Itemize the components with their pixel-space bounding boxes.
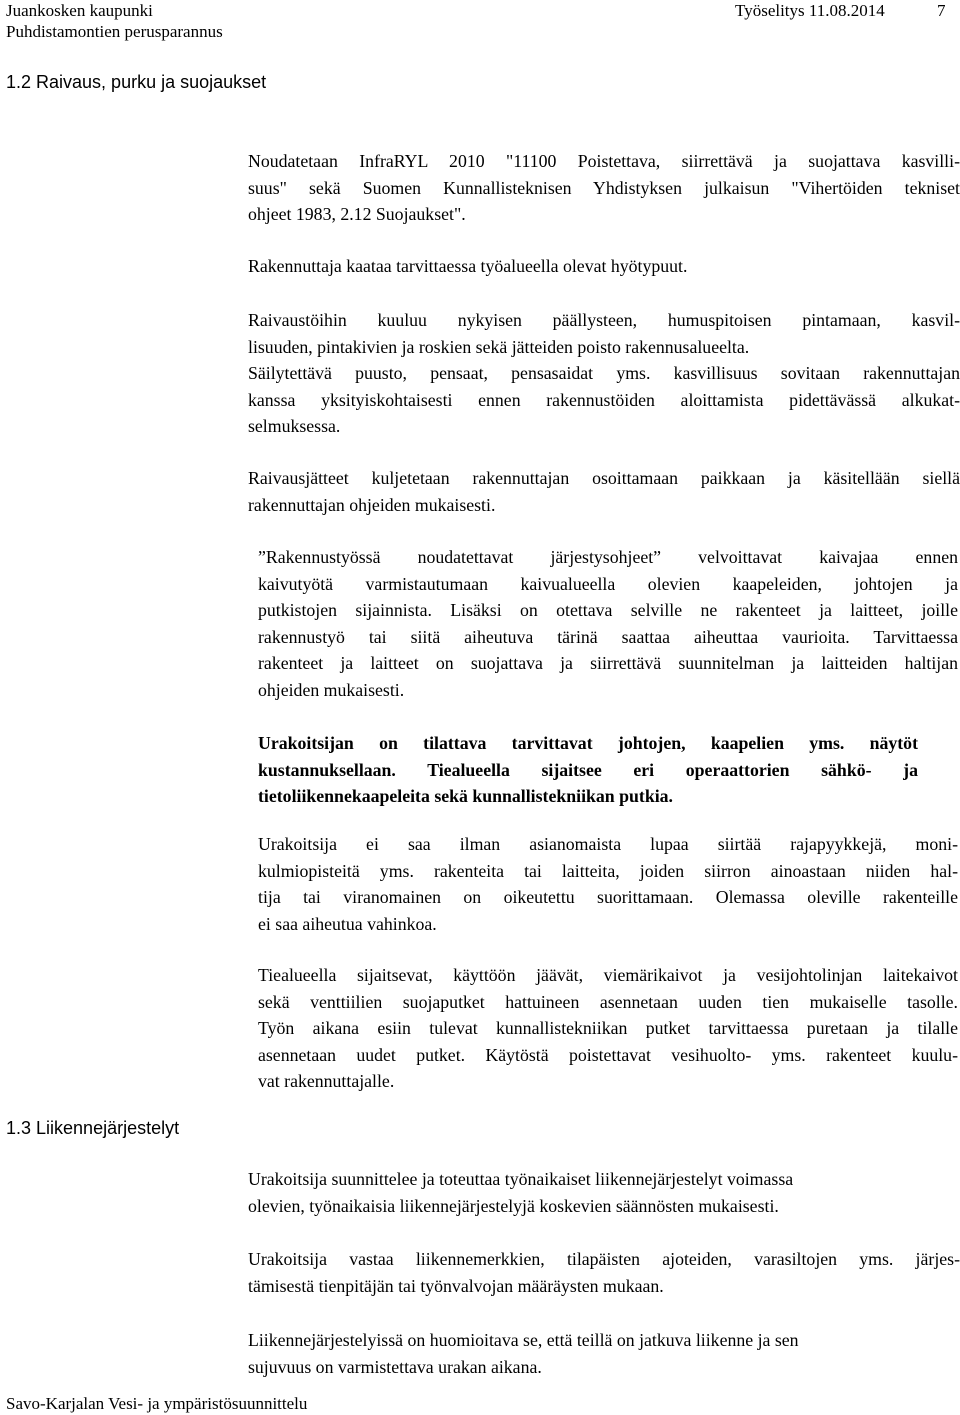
- text-line: lisuuden, pintakivien ja roskien sekä jätteiden poisto rakennusalueelta.: [248, 336, 750, 357]
- text-line: vat rakennuttajalle.: [258, 1071, 395, 1092]
- paragraph-infraryl: [248, 148, 960, 228]
- paragraph-boundary-markers: [258, 831, 958, 937]
- text-line: sekä venttiilien suojaputket hattuineen asennetaan uuden tien mukaiselle tasolle.: [258, 991, 958, 1012]
- text-line: Säilytettävä puusto, pensaat, pensasaidat yms. kasvillisuus sovitaan rakennuttajan: [248, 363, 960, 384]
- page-number: 7: [937, 1, 946, 20]
- text-line: Raivausjätteet kuljetetaan rakennuttajan osoittamaan paikkaan ja käsitellään siellä: [248, 468, 960, 488]
- paragraph-order-rules: [258, 544, 958, 704]
- text-line: rakennustyö tai siitä aiheutuva tärinä saattaa aiheuttaa vaurioita. Tarvittaessa: [258, 626, 958, 647]
- paragraph-manholes: [258, 962, 958, 1095]
- text-line: selmuksessa.: [248, 416, 341, 437]
- text-line: kustannuksellaan. Tiealueella sijaitsee eri operaattorien sähkö- ja: [258, 759, 918, 780]
- text-line: putkistojen sijainnista. Lisäksi on otettava selville ne rakenteet ja laitteet, joille: [258, 600, 958, 621]
- text-line: ”Rakennustyössä noudatettavat järjestysohjeet” velvoittavat kaivajaa ennen: [258, 547, 958, 567]
- section-title-1-2: 1.2 Raivaus, purku ja suojaukset: [6, 72, 267, 92]
- paragraph-clearing-work: [248, 307, 960, 440]
- text-line: kulmiopisteitä yms. rakenteita tai laitteita, joiden siirron ainoastaan niiden hal-: [258, 860, 958, 881]
- text-line: olevien, työnaikaisia liikennejärjestelyjä koskevien säännösten mukaisesti.: [248, 1195, 779, 1216]
- paragraph-contractor-cables: [258, 730, 918, 810]
- text-line: Työn aikana esiin tulevat kunnallistekniikan putket tarvittaessa puretaan ja tilalle: [258, 1018, 958, 1039]
- paragraph-clearing-waste: [248, 465, 960, 518]
- section-title-1-3: 1.3 Liikennejärjestelyt: [6, 1118, 180, 1138]
- text-line: Rakennuttaja kaataa tarvittaessa työalueella olevat hyötypuut.: [248, 256, 688, 276]
- paragraph-traffic-signs: [248, 1246, 960, 1299]
- text-line: sujuvuus on varmistettava urakan aikana.: [248, 1356, 542, 1377]
- text-line: Urakoitsija vastaa liikennemerkkien, tilapäisten ajoteiden, varasiltojen yms. järjes-: [248, 1249, 960, 1269]
- text-line: tietoliikennekaapeleita sekä kunnallistekniikan putkia.: [258, 786, 673, 807]
- text-line: rakenteet ja laitteet on suojattava ja siirrettävä suunnitelman ja laitteiden haltijan: [258, 653, 958, 674]
- text-line: rakennuttajan ohjeiden mukaisesti.: [248, 494, 496, 515]
- text-line: Urakoitsijan on tilattava tarvittavat johtojen, kaapelien yms. näytöt: [258, 733, 918, 753]
- footer-company: Savo-Karjalan Vesi- ja ympäristösuunnittelu: [6, 1394, 308, 1413]
- text-line: Urakoitsija suunnittelee ja toteuttaa työnaikaiset liikennejärjestelyt voimassa: [248, 1169, 794, 1189]
- paragraph-continuous-traffic: [248, 1327, 960, 1380]
- paragraph-trees: [248, 253, 960, 280]
- text-line: suus" sekä Suomen Kunnallisteknisen Yhdistyksen julkaisun "Vihertöiden tekniset: [248, 177, 960, 198]
- text-line: ohjeet 1983, 2.12 Suojaukset".: [248, 204, 466, 225]
- text-line: asennetaan uudet putket. Käytöstä poistettavat vesihuolto- yms. rakenteet kuulu-: [258, 1044, 958, 1065]
- text-line: kanssa yksityiskohtaisesti ennen rakennustöiden aloittamista pidettävässä alkukat-: [248, 389, 960, 410]
- text-line: tämisestä tienpitäjän tai työnvalvojan määräysten mukaan.: [248, 1275, 664, 1296]
- text-line: ohjeiden mukaisesti.: [258, 679, 405, 700]
- header-doc-date: Työselitys 11.08.2014: [735, 1, 885, 20]
- text-line: kaivutyötä varmistautumaan kaivualueella olevien kaapeleiden, johtojen ja: [258, 573, 958, 594]
- header-city: Juankosken kaupunki: [6, 1, 153, 20]
- text-line: Liikennejärjestelyissä on huomioitava se, että teillä on jatkuva liikenne ja sen: [248, 1330, 799, 1350]
- text-line: Raivaustöihin kuuluu nykyisen päällysteen, humuspitoisen pintamaan, kasvil-: [248, 310, 960, 330]
- text-line: Urakoitsija ei saa ilman asianomaista lupaa siirtää rajapyykkejä, moni-: [258, 834, 958, 854]
- text-line: Tiealueella sijaitsevat, käyttöön jäävät, viemärikaivot ja vesijohtolinjan laitekaivot: [258, 965, 958, 985]
- header-project: Puhdistamontien perusparannus: [6, 22, 223, 41]
- text-line: tija tai viranomainen on oikeutettu suorittamaan. Olemassa oleville rakenteille: [258, 887, 958, 908]
- text-line: Noudatetaan InfraRYL 2010 "11100 Poistettava, siirrettävä ja suojattava kasvilli-: [248, 151, 960, 171]
- paragraph-traffic-arrangements: [248, 1166, 960, 1219]
- text-line: ei saa aiheutua vahinkoa.: [258, 913, 437, 934]
